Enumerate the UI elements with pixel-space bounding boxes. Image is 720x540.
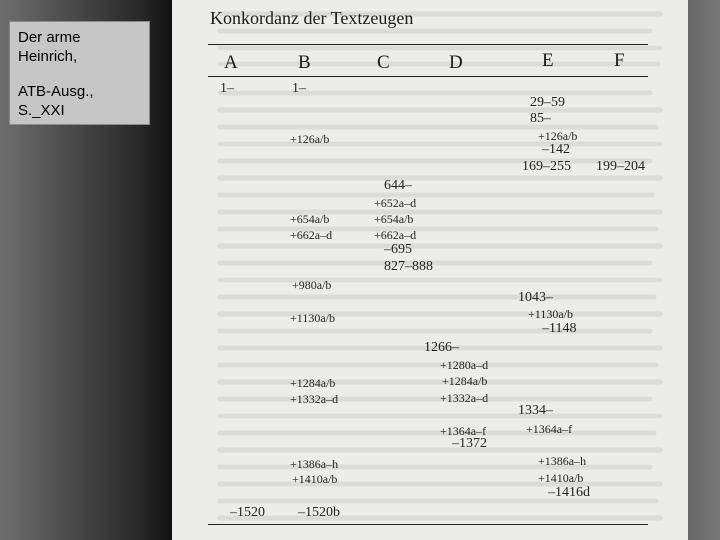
entry-c-15: 827–888 xyxy=(384,259,433,274)
entry-e-27: 1334– xyxy=(518,403,553,418)
entry-b-16: +980a/b xyxy=(292,278,332,292)
entry-e-5: –142 xyxy=(542,142,570,157)
column-header-c: C xyxy=(377,52,390,73)
entry-d-24: +1284a/b xyxy=(442,374,488,388)
caption-line-1: Der arme xyxy=(18,29,81,46)
entry-b-18: +1130a/b xyxy=(290,311,335,325)
entry-e-4: +126a/b xyxy=(538,129,578,143)
entry-e-34: +1410a/b xyxy=(538,471,584,485)
column-header-b: B xyxy=(298,52,311,73)
entry-c-13: +662a–d xyxy=(374,228,417,242)
entry-e-19: +1130a/b xyxy=(528,307,573,321)
caption-spacer xyxy=(18,66,141,82)
entry-b-33: +1410a/b xyxy=(292,472,338,486)
entry-a-end: –1520 xyxy=(230,505,265,520)
entry-b-end: –1520b xyxy=(298,505,340,520)
entry-d-22: +1280a–d xyxy=(440,358,489,372)
entry-b-start: 1– xyxy=(292,81,306,96)
entry-b-31: +1386a–h xyxy=(290,457,339,471)
entry-e-32: +1386a–h xyxy=(538,454,587,468)
column-header-f: F xyxy=(614,50,625,71)
entry-e-20: –1148 xyxy=(542,321,577,336)
entry-d-21: 1266– xyxy=(424,340,459,355)
entry-e-29: +1364a–f xyxy=(526,422,573,436)
entry-c-8: 644– xyxy=(384,178,412,193)
column-header-a: A xyxy=(224,52,238,73)
entry-e-2: 85– xyxy=(530,111,551,126)
entry-b-23: +1284a/b xyxy=(290,376,336,390)
entry-f-7: 199–204 xyxy=(596,159,645,174)
entry-e-6: 169–255 xyxy=(522,159,571,174)
title-rule xyxy=(208,44,648,45)
entry-b-25: +1332a–d xyxy=(290,392,339,406)
caption-line-4: S._XXI xyxy=(18,102,65,119)
entry-a-start: 1– xyxy=(220,81,234,96)
entry-e-1: 29–59 xyxy=(530,95,565,110)
header-rule xyxy=(208,76,648,77)
table-title: Konkordanz der Textzeugen xyxy=(210,8,414,28)
bleed-lines-graphic xyxy=(180,0,688,540)
caption-line-3: ATB-Ausg., xyxy=(18,83,94,100)
bottom-rule xyxy=(208,524,648,525)
entry-b-12: +662a–d xyxy=(290,228,333,242)
entry-b-10: +654a/b xyxy=(290,212,330,226)
entry-c-11: +654a/b xyxy=(374,212,414,226)
scanned-page xyxy=(172,0,688,540)
entry-c-14: –695 xyxy=(384,242,412,257)
column-header-e: E xyxy=(542,50,554,71)
entry-d-30: –1372 xyxy=(452,436,487,451)
caption-line-2: Heinrich, xyxy=(18,48,78,65)
entry-e-35: –1416d xyxy=(548,485,590,500)
entry-d-28: +1364a–f xyxy=(440,424,487,438)
entry-e-17: 1043– xyxy=(518,290,553,305)
entry-c-9: +652a–d xyxy=(374,196,417,210)
entry-b-3: +126a/b xyxy=(290,132,330,146)
slide-caption-box xyxy=(9,21,150,125)
entry-d-26: +1332a–d xyxy=(440,391,489,405)
column-header-d: D xyxy=(449,52,463,73)
